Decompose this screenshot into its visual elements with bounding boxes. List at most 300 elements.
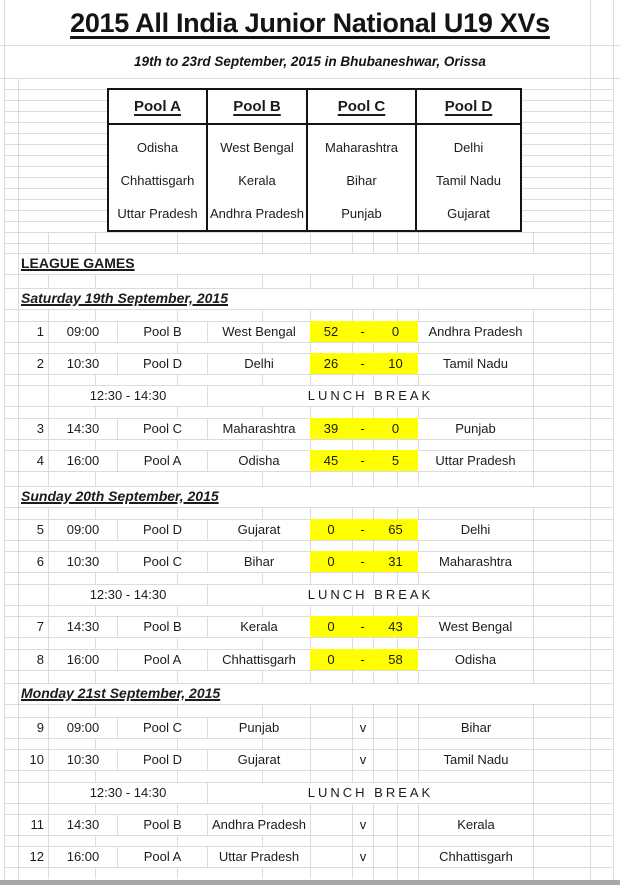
- gridline: [310, 233, 311, 253]
- gridline: [0, 45, 620, 46]
- gridline: [533, 507, 534, 519]
- gridline: [95, 835, 96, 846]
- match-pool: Pool C: [117, 418, 207, 439]
- gridline: [262, 867, 263, 879]
- away-team: Punjab: [455, 421, 496, 436]
- pool-team: Bihar: [346, 173, 377, 188]
- match-pool: Pool C: [117, 551, 207, 572]
- gridline: [418, 867, 419, 879]
- gridline: [397, 572, 398, 584]
- empty-cell: [533, 353, 590, 374]
- match-number: 9: [36, 720, 44, 735]
- gridline: [397, 738, 398, 749]
- match-time: 09:00: [48, 717, 117, 738]
- gridline: [95, 572, 96, 584]
- gridline: [95, 233, 96, 253]
- gridline: [397, 507, 398, 519]
- gridline: [418, 342, 419, 353]
- match-pool: Pool C: [117, 717, 207, 738]
- gridline: [373, 471, 374, 486]
- gridline: [95, 342, 96, 353]
- empty-cell: [397, 749, 418, 770]
- pool-team: Tamil Nadu: [435, 173, 502, 188]
- away-score: 0: [391, 324, 400, 339]
- gridline: [48, 867, 49, 879]
- match-number: 11: [30, 817, 44, 832]
- gridline: [262, 309, 263, 321]
- gridline: [352, 406, 353, 418]
- gridline: [590, 0, 591, 880]
- gridline: [262, 572, 263, 584]
- home-team: West Bengal: [207, 321, 310, 342]
- gridline: [95, 670, 96, 683]
- empty-cell: [533, 519, 590, 540]
- gridline: [48, 342, 49, 353]
- gridline: [533, 471, 534, 486]
- page-subtitle: 19th to 23rd September, 2015 in Bhubaneshwar, Orissa: [134, 54, 486, 69]
- gridline: [397, 471, 398, 486]
- pool-team: Maharashtra: [325, 140, 398, 155]
- gridline: [352, 507, 353, 519]
- home-score: 0: [327, 522, 335, 537]
- day-header-row: [0, 288, 620, 309]
- gridline: [310, 835, 311, 846]
- match-number: 8: [36, 652, 44, 667]
- gridline: [262, 374, 263, 385]
- away-team: Odisha: [454, 652, 497, 667]
- empty-cell: [373, 814, 397, 835]
- match-number: 6: [36, 554, 44, 569]
- match-row: [0, 519, 620, 540]
- home-team: Kerala: [207, 616, 310, 637]
- gridline: [533, 637, 534, 649]
- empty-cell: [533, 450, 590, 471]
- gridline: [533, 605, 534, 616]
- score-highlight: [310, 519, 418, 540]
- gridline: [95, 704, 96, 717]
- pool-team: Odisha: [136, 140, 179, 155]
- gridline: [533, 704, 534, 717]
- home-team: Andhra Pradesh: [207, 814, 310, 835]
- gridline: [418, 439, 419, 450]
- gridline: [352, 803, 353, 814]
- gridline: [533, 770, 534, 782]
- gridline: [533, 803, 534, 814]
- gridline: [418, 770, 419, 782]
- home-score: 0: [327, 619, 335, 634]
- match-pool: Pool B: [117, 814, 207, 835]
- score-separator: -: [360, 652, 365, 667]
- away-score: 5: [391, 453, 400, 468]
- gridline: [48, 439, 49, 450]
- empty-cell: [373, 749, 397, 770]
- pool-column: [208, 90, 308, 230]
- gridline: [262, 835, 263, 846]
- match-pool: Pool A: [117, 450, 207, 471]
- empty-cell: [533, 321, 590, 342]
- match-row: [0, 418, 620, 439]
- away-team: Bihar: [418, 717, 533, 738]
- day-header: Saturday 19th September, 2015: [21, 290, 228, 306]
- gridline: [373, 770, 374, 782]
- page-title: 2015 All India Junior National U19 XVs: [70, 8, 550, 38]
- gridline: [352, 233, 353, 253]
- match-time: 16:00: [48, 450, 117, 471]
- pool-teams-list: [109, 125, 206, 230]
- gridline: [533, 342, 534, 353]
- match-row: [0, 321, 620, 342]
- gridline: [352, 770, 353, 782]
- away-score: 43: [388, 619, 403, 634]
- gridline: [373, 670, 374, 683]
- match-pool: Pool A: [117, 649, 207, 670]
- away-score: 10: [388, 356, 403, 371]
- lunch-time: 12:30 - 14:30: [48, 385, 207, 406]
- away-team: Tamil Nadu: [418, 749, 533, 770]
- gridline: [310, 704, 311, 717]
- gridline: [310, 342, 311, 353]
- away-team: Chhattisgarh: [418, 846, 533, 867]
- gridline: [373, 835, 374, 846]
- gridline: [352, 670, 353, 683]
- gridline: [310, 572, 311, 584]
- empty-cell: [533, 418, 590, 439]
- score-highlight: [310, 418, 418, 439]
- gridline: [95, 374, 96, 385]
- gridline: [373, 572, 374, 584]
- home-score: [310, 814, 352, 835]
- score-separator: v: [352, 846, 373, 867]
- gridline: [373, 274, 374, 288]
- pool-teams-list: [417, 125, 520, 230]
- gridline: [533, 309, 534, 321]
- match-row: [0, 551, 620, 572]
- match-pool: Pool A: [117, 846, 207, 867]
- gridline: [177, 738, 178, 749]
- gridline: [48, 233, 49, 253]
- gridline: [48, 803, 49, 814]
- gridline: [262, 233, 263, 253]
- pool-header: Pool C: [308, 90, 415, 125]
- gridline: [373, 803, 374, 814]
- gridline: [418, 605, 419, 616]
- match-pool: Pool D: [117, 353, 207, 374]
- gridline: [533, 835, 534, 846]
- gridline: [397, 867, 398, 879]
- gridline: [310, 605, 311, 616]
- gridline: [373, 738, 374, 749]
- score-highlight: [310, 649, 418, 670]
- match-row: [0, 749, 620, 770]
- gridline: [177, 309, 178, 321]
- gridline: [352, 738, 353, 749]
- home-team: Gujarat: [207, 749, 310, 770]
- gridline: [418, 540, 419, 551]
- home-score: [310, 717, 352, 738]
- gridline: [533, 670, 534, 683]
- gridline: [397, 605, 398, 616]
- gridline: [177, 274, 178, 288]
- gridline: [533, 738, 534, 749]
- league-games-label: LEAGUE GAMES: [21, 255, 135, 271]
- gridline: [0, 78, 620, 79]
- score-highlight: [310, 450, 418, 471]
- pool-teams-list: [308, 125, 415, 230]
- score-separator: v: [352, 814, 373, 835]
- gridline: [418, 309, 419, 321]
- pool-column: [109, 90, 208, 230]
- gridline: [95, 770, 96, 782]
- gridline: [310, 309, 311, 321]
- lunch-label: LUNCH BREAK: [207, 782, 533, 803]
- gridline: [95, 803, 96, 814]
- gridline: [95, 540, 96, 551]
- gridline: [262, 770, 263, 782]
- score-separator: -: [360, 554, 365, 569]
- gridline: [48, 670, 49, 683]
- gridline: [262, 406, 263, 418]
- gridline: [533, 233, 534, 253]
- home-score: 0: [327, 652, 335, 667]
- empty-cell: [533, 551, 590, 572]
- gridline: [48, 835, 49, 846]
- pool-header: Pool D: [417, 90, 520, 125]
- empty-cell: [533, 782, 590, 803]
- gridline: [373, 309, 374, 321]
- gridline: [533, 406, 534, 418]
- gridline: [310, 540, 311, 551]
- lunch-label: LUNCH BREAK: [207, 385, 533, 406]
- gridline: [373, 507, 374, 519]
- pool-column: [417, 90, 520, 230]
- empty-cell: [397, 846, 418, 867]
- lunch-row: [0, 385, 620, 406]
- gridline: [95, 439, 96, 450]
- match-pool: Pool D: [117, 749, 207, 770]
- match-number: 3: [36, 421, 44, 436]
- gridline: [397, 803, 398, 814]
- gridline: [418, 471, 419, 486]
- away-team: Delhi: [460, 522, 491, 537]
- away-team: Maharashtra: [439, 554, 512, 569]
- gridline: [310, 507, 311, 519]
- gridline: [177, 704, 178, 717]
- empty-cell: [533, 749, 590, 770]
- match-time: 14:30: [48, 418, 117, 439]
- score-separator: -: [360, 356, 365, 371]
- gridline: [262, 507, 263, 519]
- gridline: [418, 233, 419, 253]
- home-team: Delhi: [207, 353, 310, 374]
- score-separator: -: [360, 619, 365, 634]
- gridline: [352, 572, 353, 584]
- gridline: [262, 540, 263, 551]
- gridline: [352, 274, 353, 288]
- gridline: [177, 540, 178, 551]
- gridline: [418, 274, 419, 288]
- score-separator: -: [360, 522, 365, 537]
- gridline: [373, 374, 374, 385]
- home-score: [310, 749, 352, 770]
- day-header-row: [0, 683, 620, 704]
- gridline: [48, 274, 49, 288]
- gridline: [95, 605, 96, 616]
- gridline: [533, 374, 534, 385]
- gridline: [352, 605, 353, 616]
- gridline: [262, 342, 263, 353]
- gridline: [177, 867, 178, 879]
- away-team: West Bengal: [438, 619, 513, 634]
- gridline: [373, 439, 374, 450]
- gridline: [418, 704, 419, 717]
- gridline: [310, 670, 311, 683]
- match-time: 10:30: [48, 749, 117, 770]
- day-header: Monday 21st September, 2015: [21, 685, 221, 701]
- away-score: 31: [388, 554, 403, 569]
- match-time: 10:30: [48, 353, 117, 374]
- gridline: [352, 704, 353, 717]
- gridline: [397, 439, 398, 450]
- match-number: 4: [36, 453, 44, 468]
- score-highlight: [310, 321, 418, 342]
- gridline: [177, 803, 178, 814]
- gridline: [177, 406, 178, 418]
- gridline: [177, 507, 178, 519]
- gridline: [418, 835, 419, 846]
- score-separator: v: [352, 717, 373, 738]
- gridline: [397, 670, 398, 683]
- gridline: [533, 439, 534, 450]
- gridline: [177, 342, 178, 353]
- away-score: 65: [388, 522, 403, 537]
- empty-cell: [373, 846, 397, 867]
- gridline: [48, 406, 49, 418]
- pool-team: Uttar Pradesh: [117, 206, 198, 221]
- gridline: [177, 572, 178, 584]
- pool-team: Gujarat: [447, 206, 490, 221]
- home-score: 39: [323, 421, 339, 436]
- pool-team: Delhi: [453, 140, 484, 155]
- day-header: Sunday 20th September, 2015: [21, 488, 219, 504]
- gridline: [95, 507, 96, 519]
- home-team: Maharashtra: [207, 418, 310, 439]
- gridline: [373, 342, 374, 353]
- gridline: [95, 406, 96, 418]
- lunch-row: [0, 584, 620, 605]
- gridline: [352, 374, 353, 385]
- gridline: [262, 605, 263, 616]
- away-team: Andhra Pradesh: [428, 324, 523, 339]
- match-pool: Pool B: [117, 321, 207, 342]
- home-score: 26: [323, 356, 339, 371]
- gridline: [48, 637, 49, 649]
- gridline: [397, 374, 398, 385]
- match-time: 09:00: [48, 519, 117, 540]
- gridline: [262, 471, 263, 486]
- match-number: 5: [36, 522, 44, 537]
- gridline: [262, 803, 263, 814]
- gridline: [613, 0, 614, 880]
- gridline: [418, 738, 419, 749]
- match-time: 16:00: [48, 649, 117, 670]
- gridline: [397, 309, 398, 321]
- gridline: [95, 738, 96, 749]
- gridline: [352, 835, 353, 846]
- pool-team: Punjab: [341, 206, 382, 221]
- gridline: [95, 867, 96, 879]
- empty-cell: [373, 717, 397, 738]
- gridline: [397, 704, 398, 717]
- match-time: 10:30: [48, 551, 117, 572]
- gridline: [352, 867, 353, 879]
- match-number: 12: [29, 849, 44, 864]
- gridline: [48, 507, 49, 519]
- away-score: 58: [388, 652, 403, 667]
- gridline: [310, 374, 311, 385]
- gridline: [48, 471, 49, 486]
- pool-team: West Bengal: [220, 140, 294, 155]
- gridline: [352, 471, 353, 486]
- gridline: [533, 867, 534, 879]
- away-team: Kerala: [418, 814, 533, 835]
- home-team: Chhattisgarh: [207, 649, 310, 670]
- gridline: [95, 637, 96, 649]
- gridline: [262, 274, 263, 288]
- gridline: [373, 540, 374, 551]
- match-pool: Pool B: [117, 616, 207, 637]
- home-team: Bihar: [207, 551, 310, 572]
- gridline: [533, 540, 534, 551]
- match-row: [0, 353, 620, 374]
- home-team: Odisha: [207, 450, 310, 471]
- gridline: [397, 233, 398, 253]
- gridline: [310, 803, 311, 814]
- empty-cell: [533, 649, 590, 670]
- gridline: [373, 637, 374, 649]
- pool-header: Pool A: [109, 90, 206, 125]
- gridline: [397, 540, 398, 551]
- gridline: [397, 406, 398, 418]
- gridline: [418, 374, 419, 385]
- empty-cell: [397, 717, 418, 738]
- match-row: [0, 450, 620, 471]
- gridline: [397, 274, 398, 288]
- pool-table: [107, 88, 522, 232]
- gridline: [397, 835, 398, 846]
- gridline: [418, 637, 419, 649]
- score-separator: -: [360, 453, 365, 468]
- lunch-time: 12:30 - 14:30: [48, 782, 207, 803]
- home-team: Uttar Pradesh: [207, 846, 310, 867]
- gridline: [397, 637, 398, 649]
- match-time: 16:00: [48, 846, 117, 867]
- gridline: [310, 406, 311, 418]
- away-team: Uttar Pradesh: [435, 453, 516, 468]
- match-pool: Pool D: [117, 519, 207, 540]
- gridline: [418, 670, 419, 683]
- gridline: [48, 309, 49, 321]
- pool-column: [308, 90, 417, 230]
- match-time: 14:30: [48, 814, 117, 835]
- gridline: [4, 0, 5, 880]
- empty-cell: [533, 814, 590, 835]
- gridline: [373, 704, 374, 717]
- match-number: 2: [36, 356, 44, 371]
- home-score: 45: [323, 453, 339, 468]
- gridline: [373, 867, 374, 879]
- away-score: 0: [391, 421, 400, 436]
- empty-cell: [533, 584, 590, 605]
